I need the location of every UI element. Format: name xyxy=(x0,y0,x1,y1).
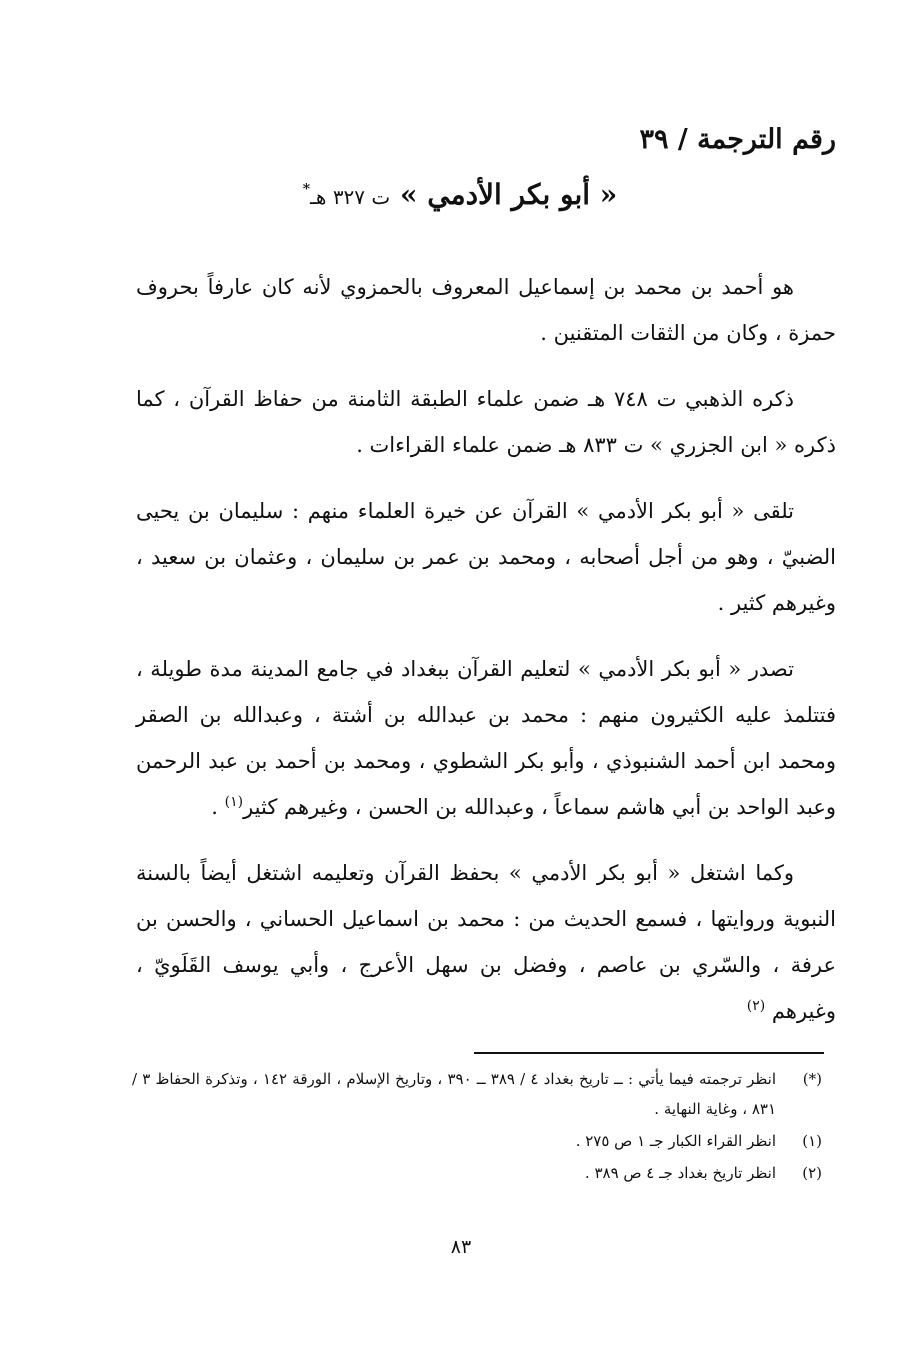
paragraph-text: وكما اشتغل « أبو بكر الأدمي » بحفظ القرآن وتعليمه اشتغل أيضاً بالسنة النبوية وروايتها ، فسمع الحديث من : محمد بن اسماعيل الحساني ، والحسن بن عرفة ، والسّري بن عاصم ، وفضل بن سهل الأعرج ، وأبي يوسف القَلَويّ ، وغيرهم xyxy=(136,861,836,1023)
paragraph-text: تلقى « أبو بكر الأدمي » القرآن عن خيرة العلماء منهم : سليمان بن يحيى الضبيّ ، وهو من أجل أصحابه ، ومحمد بن عمر بن سليمان ، وعثمان بن سعيد ، وغيرهم كثير . xyxy=(136,499,836,615)
page-number: ٨٣ xyxy=(450,1236,472,1258)
scholar-name: « أبو بكر الأدمي » xyxy=(399,178,618,211)
paragraph-tail: . xyxy=(211,795,225,819)
footnote-mark: (٢) xyxy=(802,1164,822,1182)
footnote-text: انظر ترجمته فيما يأتي : ــ تاريخ بغداد ٤ / ٣٨٩ ــ ٣٩٠ ، وتاريخ الإسلام ، الورقة ١٤٢ ، وتذكرة الحفاظ ٣ / ٨٣١ ، وغاية النهاية . xyxy=(132,1070,777,1118)
footnote-mark: (١) xyxy=(802,1132,822,1150)
footnote xyxy=(132,1064,822,1124)
title-footnote-marker: * xyxy=(302,181,311,198)
footnote-mark: (*) xyxy=(802,1070,822,1088)
paragraph xyxy=(136,850,836,1034)
paragraph xyxy=(136,488,836,626)
paragraph-text: ذكره الذهبي ت ٧٤٨ هـ ضمن علماء الطبقة الثامنة من حفاظ القرآن ، كما ذكره « ابن الجزري » ت ٨٣٣ هـ ضمن علماء القراءات . xyxy=(136,387,836,457)
paragraph xyxy=(136,264,836,356)
paragraph-text: هو أحمد بن محمد بن إسماعيل المعروف بالحمزوي لأنه كان عارفاً بحروف حمزة ، وكان من الثقات المتقنين . xyxy=(136,275,836,345)
footnote-text: انظر تاريخ بغداد جـ ٤ ص ٣٨٩ . xyxy=(584,1164,776,1182)
paragraph-text: تصدر « أبو بكر الأدمي » لتعليم القرآن ببغداد في جامع المدينة مدة طويلة ، فتتلمذ عليه الكثيرون منهم : محمد بن عبدالله بن أشتة ، وعبدالله بن الصقر ومحمد ابن أحمد الشنبوذي ، وأبو بكر الشطوي ، ومحمد بن أحمد بن عبد الرحمن وعبد الواحد بن أبي هاشم سماعاً ، وعبدالله بن الحسن ، وغيرهم كثير xyxy=(136,657,836,819)
paragraph xyxy=(136,646,836,830)
footnote xyxy=(132,1126,822,1156)
footnotes xyxy=(132,1064,822,1190)
footnote xyxy=(132,1158,822,1188)
death-date: ت ٣٢٧ هـ xyxy=(310,185,391,209)
entry-title xyxy=(200,172,720,220)
footnote-text: انظر القراء الكبار جـ ١ ص ٢٧٥ . xyxy=(575,1132,776,1150)
footnote-ref-1[interactable]: (١) xyxy=(224,794,244,810)
entry-number: رقم الترجمة / ٣٩ xyxy=(639,124,836,155)
footnote-ref-2[interactable]: (٢) xyxy=(746,998,766,1014)
biography-text xyxy=(136,264,836,1054)
paragraph xyxy=(136,376,836,468)
footnote-divider xyxy=(474,1052,824,1054)
